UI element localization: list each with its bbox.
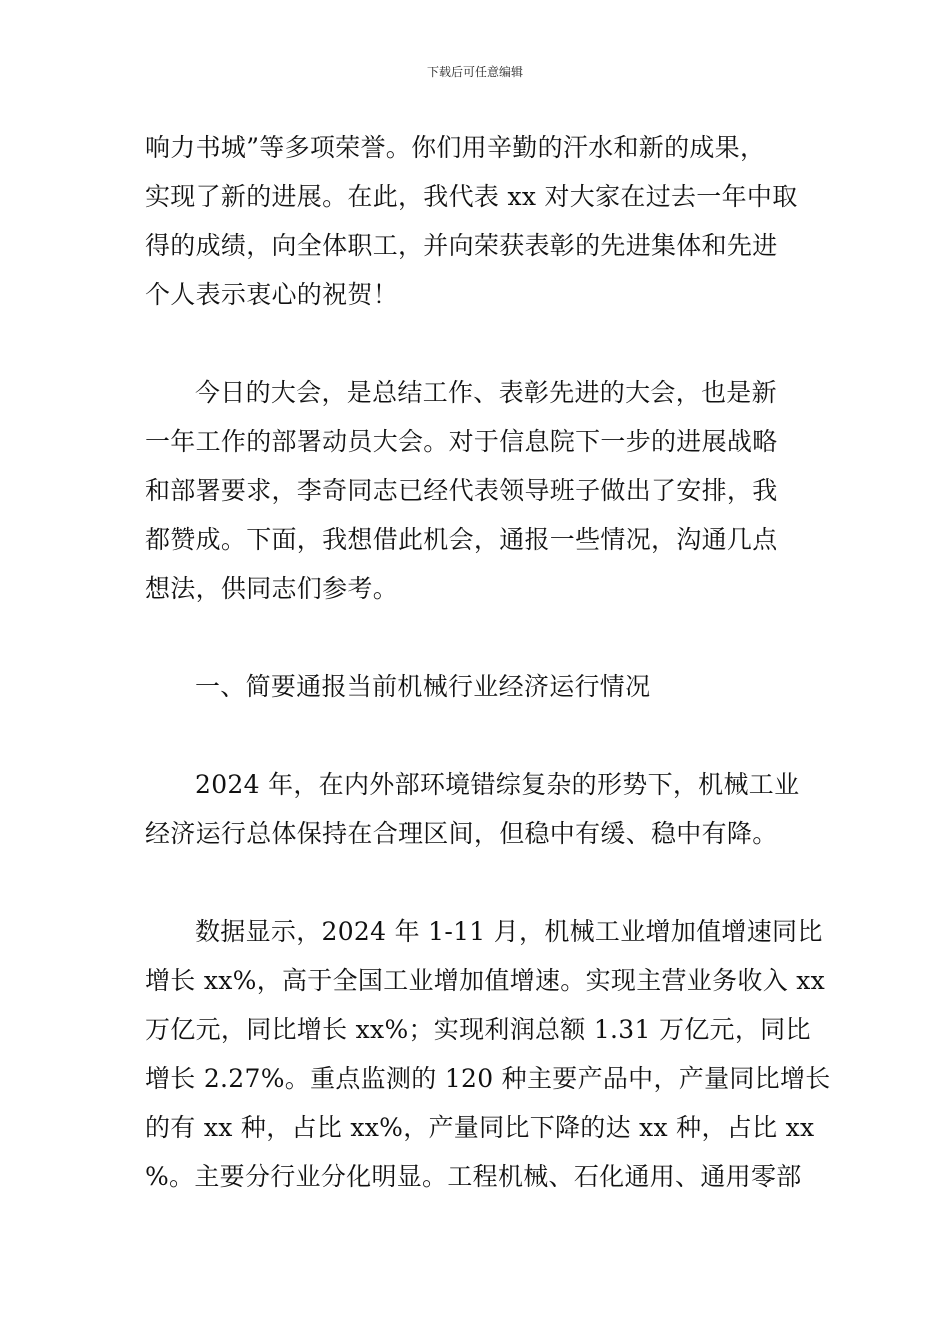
- text-line: 实现了新的进展。在此，我代表 xx 对大家在过去一年中取: [145, 182, 798, 211]
- text-line: 的有 xx 种，占比 xx%，产量同比下降的达 xx 种，占比 xx: [145, 1113, 815, 1142]
- paragraph-spacer: [145, 858, 810, 907]
- text-line: 响力书城”等多项荣誉。你们用辛勤的汗水和新的成果，: [145, 133, 766, 162]
- section-heading: [145, 662, 810, 711]
- paragraph-spacer: [145, 319, 810, 368]
- paragraph-spacer: [145, 613, 810, 662]
- text-line: %。主要分行业分化明显。工程机械、石化通用、通用零部: [145, 1162, 802, 1191]
- text-line: 增长 xx%，高于全国工业增加值增速。实现主营业务收入 xx: [145, 966, 826, 995]
- text-line: 2024 年，在内外部环境错综复杂的形势下，机械工业: [195, 770, 800, 799]
- paragraph: [145, 907, 831, 1201]
- text-line: 经济运行总体保持在合理区间，但稳中有缓、稳中有降。: [145, 819, 778, 848]
- text-line: 都赞成。下面，我想借此机会，通报一些情况，沟通几点: [145, 525, 778, 554]
- document-body: [145, 123, 831, 1201]
- paragraph: [145, 123, 810, 319]
- text-line: 一年工作的部署动员大会。对于信息院下一步的进展战略: [145, 427, 778, 456]
- text-line: 个人表示衷心的祝贺！: [145, 280, 399, 309]
- page-header: 下载后可任意编辑: [426, 65, 523, 79]
- text-line: 今日的大会，是总结工作、表彰先进的大会，也是新: [195, 378, 777, 407]
- section-heading-text: 一、简要通报当前机械行业经济运行情况: [195, 672, 651, 701]
- text-line: 万亿元，同比增长 xx%；实现利润总额 1.31 万亿元，同比: [145, 1015, 811, 1044]
- text-line: 增长 2.27%。重点监测的 120 种主要产品中，产量同比增长: [145, 1064, 831, 1093]
- text-line: 和部署要求，李奇同志已经代表领导班子做出了安排，我: [145, 476, 778, 505]
- text-line: 想法，供同志们参考。: [145, 574, 399, 603]
- text-line: 数据显示，2024 年 1-11 月，机械工业增加值增速同比: [195, 917, 823, 946]
- text-line: 得的成绩，向全体职工，并向荣获表彰的先进集体和先进: [145, 231, 778, 260]
- paragraph: [145, 760, 810, 858]
- paragraph: [145, 368, 810, 613]
- paragraph-spacer: [145, 711, 810, 760]
